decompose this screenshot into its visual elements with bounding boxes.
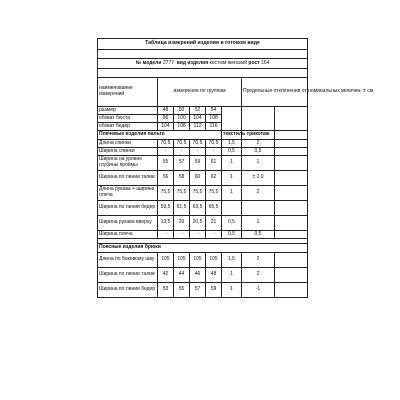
measurement-value: 48 <box>206 268 222 283</box>
measurement-row <box>98 156 308 171</box>
empty-cell <box>275 231 308 239</box>
measurement-value: 70,5 <box>158 140 174 148</box>
size-value: 108 <box>206 115 222 123</box>
tolerance-knit: 1 <box>242 216 275 231</box>
measurement-value: 65,5 <box>206 201 222 216</box>
measurement-label: Ширина по линии бедер <box>98 201 158 216</box>
measurement-row <box>98 283 308 298</box>
size-value: 48 <box>158 107 174 115</box>
empty-cell <box>275 201 308 216</box>
empty-cell <box>275 156 308 171</box>
model-no-label: № модели <box>135 59 162 66</box>
measurement-table <box>97 38 375 298</box>
tolerance-textile: 1,5 <box>222 140 242 148</box>
pants-section-title: Поясные изделия брюки <box>98 244 308 253</box>
measurement-row <box>98 171 308 186</box>
empty-cell <box>242 115 275 123</box>
measurement-value: 60 <box>190 171 206 186</box>
model-height-label: рост <box>248 59 260 66</box>
tolerance-knit: 2 <box>242 268 275 283</box>
size-value: 116 <box>206 123 222 131</box>
empty-cell <box>275 186 308 201</box>
measurement-label: Ширина по линии бедер <box>98 283 158 298</box>
spacer-cell <box>98 69 308 78</box>
tolerance-knit-header: трикотаж <box>242 131 275 140</box>
measurement-value: - <box>158 231 174 239</box>
tolerance-knit: 0,5 <box>242 148 275 156</box>
tolerance-knit: 2 <box>242 140 275 148</box>
measurement-value: 61 <box>206 156 222 171</box>
empty-cell <box>275 107 308 115</box>
table-title: Таблица измерений изделия в готовом виде <box>98 39 308 50</box>
measurement-value: 42 <box>158 268 174 283</box>
measurement-value: 55 <box>158 156 174 171</box>
measurement-row <box>98 231 308 239</box>
tolerance-textile: 0,5 <box>222 231 242 239</box>
measurement-value: 20,5 <box>190 216 206 231</box>
empty-cell <box>275 123 308 131</box>
measurement-value: 105 <box>206 253 222 268</box>
empty-cell <box>275 268 308 283</box>
empty-cell <box>275 253 308 268</box>
model-kind-label: вид изделия <box>176 59 209 66</box>
measurement-value: 70,5 <box>174 140 190 148</box>
tolerance-knit: 2 <box>242 253 275 268</box>
model-info <box>98 59 308 69</box>
tolerance-textile: 0,5 <box>222 216 242 231</box>
measurement-value: 75,5 <box>190 186 206 201</box>
measurement-value: - <box>206 231 222 239</box>
spacer-cell <box>98 50 308 59</box>
groups-header: измерения по группам <box>158 78 242 107</box>
measurement-value: 55 <box>174 283 190 298</box>
measurement-value: 62 <box>206 171 222 186</box>
measurement-value: - <box>174 148 190 156</box>
measurement-row <box>98 216 308 231</box>
empty-cell <box>275 171 308 186</box>
measurement-row <box>98 268 308 283</box>
section-header-row <box>98 131 308 140</box>
model-no-value: 2777 <box>162 59 174 66</box>
empty-cell <box>242 107 275 115</box>
tolerance-textile: 1 <box>222 171 242 186</box>
empty-cell <box>222 107 242 115</box>
measurement-row <box>98 186 308 201</box>
empty-cell <box>275 283 308 298</box>
measurement-row <box>98 253 308 268</box>
tolerance-textile: 1 <box>222 156 242 171</box>
measurement-value: 70,5 <box>206 140 222 148</box>
measurement-value: 59,5 <box>158 201 174 216</box>
size-row-label: обхват бюста <box>98 115 158 123</box>
measurement-label: Ширина рукава вверху <box>98 216 158 231</box>
measurement-value: 75,5 <box>174 186 190 201</box>
measurement-sheet <box>97 38 375 298</box>
empty-cell <box>242 123 275 131</box>
measurement-value: 56 <box>158 171 174 186</box>
measurement-label: Ширина по линии талии <box>98 171 158 186</box>
empty-cell <box>275 140 308 148</box>
size-value: 96 <box>158 115 174 123</box>
size-value: 112 <box>190 123 206 131</box>
empty-cell <box>275 148 308 156</box>
size-value: 52 <box>190 107 206 115</box>
measurement-value: 70,5 <box>190 140 206 148</box>
tolerance-note: Предельные отклонения от номинальных величин, ± см. <box>242 78 308 107</box>
size-row-label: размер <box>98 107 158 115</box>
measurement-value: 57 <box>174 156 190 171</box>
measurement-value: 57 <box>190 283 206 298</box>
measurement-label: Ширина плеча <box>98 231 158 239</box>
size-value: 104 <box>158 123 174 131</box>
name-header: наименование измерений <box>98 78 158 107</box>
empty-cell <box>275 115 308 123</box>
tolerance-textile: 1 <box>222 268 242 283</box>
model-height-value: 164 <box>261 59 270 66</box>
size-value: 50 <box>174 107 190 115</box>
measurement-value: 58 <box>174 171 190 186</box>
measurement-value: - <box>190 231 206 239</box>
measurement-value: 105 <box>158 253 174 268</box>
measurement-row <box>98 201 308 216</box>
tolerance-knit: -1 <box>242 283 275 298</box>
size-row <box>98 115 308 123</box>
measurement-value: 21 <box>206 216 222 231</box>
coat-section-title: Плечевые изделия пальто <box>98 131 222 140</box>
measurement-value: - <box>174 231 190 239</box>
size-row <box>98 107 308 115</box>
size-value: 108 <box>174 123 190 131</box>
tolerance-textile: 1,5 <box>222 253 242 268</box>
measurement-value: 46 <box>190 268 206 283</box>
measurement-value: 63,5 <box>190 201 206 216</box>
measurement-label: Ширина спинки <box>98 148 158 156</box>
measurement-value: 59 <box>190 156 206 171</box>
measurement-value: 75,5 <box>158 186 174 201</box>
tolerance-textile: 0,5 <box>222 148 242 156</box>
measurement-row <box>98 140 308 148</box>
tolerance-knit <box>242 201 275 216</box>
model-kind-value: костюм женский <box>209 59 248 66</box>
measurement-label: Длина по боковому шву <box>98 253 158 268</box>
size-value: 54 <box>206 107 222 115</box>
measurement-label: Длина спинки <box>98 140 158 148</box>
measurement-value: - <box>158 148 174 156</box>
section-header-row <box>98 244 308 253</box>
measurement-value: 61,5 <box>174 201 190 216</box>
empty-cell <box>222 115 242 123</box>
measurement-value: 19,5 <box>158 216 174 231</box>
tolerance-knit: ± 2,0 <box>242 171 275 186</box>
measurement-label: Ширина на уровне глубины проймы <box>98 156 158 171</box>
empty-cell <box>275 216 308 231</box>
tolerance-textile <box>222 201 242 216</box>
measurement-value: - <box>190 148 206 156</box>
tolerance-textile: 1 <box>222 283 242 298</box>
measurement-value: 53 <box>158 283 174 298</box>
measurement-value: 20 <box>174 216 190 231</box>
tolerance-knit: 0,5 <box>242 231 275 239</box>
size-value: 100 <box>174 115 190 123</box>
measurement-value: - <box>206 148 222 156</box>
measurement-value: 59 <box>206 283 222 298</box>
measurement-value: 105 <box>190 253 206 268</box>
measurement-value: 44 <box>174 268 190 283</box>
size-row <box>98 123 308 131</box>
measurement-value: 105 <box>174 253 190 268</box>
empty-cell <box>222 123 242 131</box>
tolerance-knit: 2 <box>242 186 275 201</box>
size-row-label: обхват бедер <box>98 123 158 131</box>
measurement-label: Длина рукава + ширина плеча <box>98 186 158 201</box>
empty-cell <box>275 131 308 140</box>
measurement-row <box>98 148 308 156</box>
measurement-value: 75,5 <box>206 186 222 201</box>
tolerance-knit: 1 <box>242 156 275 171</box>
tolerance-textile-header: текстиль <box>222 131 242 140</box>
measurement-label: Ширина по линии талии <box>98 268 158 283</box>
tolerance-textile: 1 <box>222 186 242 201</box>
size-value: 104 <box>190 115 206 123</box>
